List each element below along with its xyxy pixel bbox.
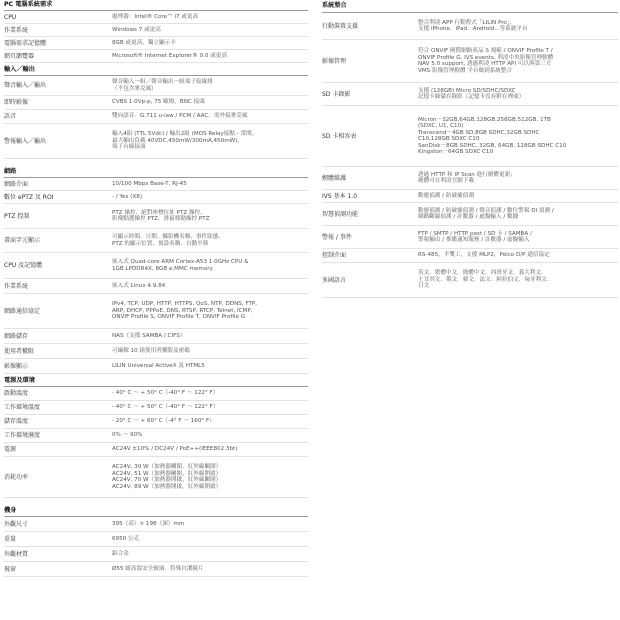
right-spec-column bbox=[322, 0, 618, 298]
spec-label: 聲音輸入／輸出 bbox=[4, 82, 47, 89]
spec-value: 英文．繁體中文．簡體中文．西班牙文．義大利文． 土耳其文．俄文．韓文．法文．阿拉伯文．匈牙利文． 日文 bbox=[418, 270, 553, 290]
spec-label: 畫面字元顯示 bbox=[4, 237, 41, 244]
spec-row bbox=[4, 253, 308, 279]
spec-value: - 20° C ～ + 60° C（-4° F ～ 160° F） bbox=[112, 418, 215, 425]
spec-row bbox=[4, 229, 308, 253]
spec-row bbox=[4, 457, 308, 498]
spec-row bbox=[4, 191, 308, 204]
spec-row bbox=[4, 401, 308, 415]
spec-row bbox=[4, 204, 308, 229]
spec-row bbox=[4, 415, 308, 429]
spec-label: PTZ 控制 bbox=[4, 212, 30, 220]
spec-value: 動態偵測 / 防破壞偵測 bbox=[418, 192, 474, 199]
spec-value: - / Yes (X8) bbox=[112, 193, 143, 200]
spec-label: SD 卡相容表 bbox=[322, 132, 357, 140]
spec-label: 網路儲存 bbox=[4, 332, 29, 340]
spec-row bbox=[4, 124, 308, 159]
spec-label: 電源 bbox=[4, 446, 17, 453]
spec-row bbox=[4, 359, 308, 374]
spec-value: 8GB 或更高，獨立顯示卡 bbox=[112, 39, 176, 46]
spec-label: 網頁瀏覽器 bbox=[4, 52, 35, 60]
spec-label: 作業系統 bbox=[4, 282, 29, 290]
spec-label: 工作環境溫度 bbox=[4, 404, 41, 411]
spec-row bbox=[322, 13, 618, 40]
spec-row bbox=[4, 294, 308, 329]
spec-value: 0% ～ 90% bbox=[112, 432, 143, 439]
spec-value: 395（高）× 198（深）mm bbox=[112, 520, 185, 527]
section-title: 系統整合 bbox=[322, 0, 618, 13]
spec-value: CVBS 1.0Vp-p, 75 歐姆，BNC 接頭 bbox=[112, 99, 205, 106]
spec-value: 動態偵測 / 防破壞偵測 / 聲音偵測 / 數位警報 DI 偵測 / 網路斷線偵測 / 計數器 / 虛擬輸入 / 數據 bbox=[418, 207, 554, 220]
spec-value: 可編輯 10 組使用者權限及密碼 bbox=[112, 347, 190, 354]
spec-label: 工作環境濕度 bbox=[4, 432, 41, 439]
spec-value: 聲音輸入一組／聲音輸出一組端子接線排 （不包含麥克風） bbox=[112, 79, 213, 92]
spec-label: CPU bbox=[4, 13, 17, 21]
spec-value: 鋁合金 bbox=[112, 550, 129, 557]
spec-value: Ø55 耐高溫安全玻璃．特殊自潔鏡片 bbox=[112, 565, 204, 572]
spec-label: 即時影像 bbox=[4, 99, 29, 106]
spec-label: 電腦需求記憶體 bbox=[4, 39, 47, 47]
spec-label: 行動裝置支援 bbox=[322, 22, 359, 30]
spec-row bbox=[322, 190, 618, 203]
spec-label: 儲存溫度 bbox=[4, 418, 29, 425]
spec-label: 網路介面 bbox=[4, 180, 29, 188]
spec-row bbox=[4, 532, 308, 547]
spec-value: FTP / SMTP / HTTP post / SD 卡 / SAMBA / 警報輸出 / 推播通知服務 / 計數器 / 虛擬輸入 bbox=[418, 230, 532, 243]
spec-row bbox=[4, 517, 308, 532]
spec-row bbox=[322, 40, 618, 83]
spec-label: 韌體維護 bbox=[322, 174, 347, 182]
spec-value: - 40° C ～ + 50° C（-40° F ～ 122° F） bbox=[112, 390, 219, 397]
spec-value: 符合 ONVIF 國際網路產品 S 規範 / ONVIF Profile T / ONVIF Profile G, IVS events, 利凌中央影像管理軟體 NAV 5.0 support, 透過利凌 HTTP API 可以與第三方 VMS 影像管理軟體 平台做到系統整合 bbox=[418, 48, 554, 74]
spec-row bbox=[4, 547, 308, 562]
spec-label: 消耗功率 bbox=[4, 473, 29, 481]
section-title: PC 電腦系統需求 bbox=[4, 0, 308, 11]
spec-label: 網路通信協定 bbox=[4, 307, 41, 315]
spec-label: 外觀尺寸 bbox=[4, 520, 29, 528]
spec-value: AC24V ±10% / DC24V / PoE++(IEEE802.3bt) bbox=[112, 446, 238, 453]
spec-row bbox=[4, 279, 308, 294]
spec-value: 雙向語音．G.711 u-law / PCM / AAC．需外接麥克風 bbox=[112, 113, 248, 120]
spec-value: 處理器：Intel® Core™ i7 或更高 bbox=[112, 13, 199, 20]
spec-label: 警報輸入／輸出 bbox=[4, 137, 47, 145]
left-spec-column bbox=[4, 0, 308, 577]
spec-row bbox=[4, 11, 308, 24]
spec-label: 數位 ePTZ 及 ROI bbox=[4, 193, 54, 201]
spec-row bbox=[4, 24, 308, 37]
spec-label: SD 卡錄影 bbox=[322, 90, 351, 98]
spec-label: CPU 及記憶體 bbox=[4, 262, 43, 269]
spec-value: 整合利凌 APP 行動程式「LILIN Pro」， 支援 iPhone．iPad．Android...等系統平台 bbox=[418, 19, 528, 32]
spec-label: 智慧偵測功能 bbox=[322, 210, 359, 218]
spec-row bbox=[4, 178, 308, 191]
spec-value: AC24V, 30 W（加熱器關閉，紅外線關閉） AC24V, 51 W（加熱器關閉，紅外線開啟） AC24V, 70 W（加熱器開啟，紅外線關閉） AC24V, 89 W（加熱器開啟，紅外線開啟） bbox=[112, 464, 222, 490]
spec-row bbox=[322, 106, 618, 167]
spec-row bbox=[4, 76, 308, 96]
spec-label: 作業系統 bbox=[4, 26, 29, 34]
spec-row bbox=[4, 96, 308, 110]
section-spacer bbox=[4, 498, 308, 506]
spec-row bbox=[4, 429, 308, 443]
spec-value: 支援 (128GB) Micro SD/SDHC/SDXC 記憶卡錄儲存錄影（記憶卡沒有附在裡面） bbox=[418, 87, 525, 100]
spec-row bbox=[4, 37, 308, 50]
spec-value: - 40° C ～ + 50° C（-40° F ～ 122° F） bbox=[112, 404, 219, 411]
spec-label: 控制介面 bbox=[322, 252, 347, 259]
spec-value: 輸入4組 (TTL 5Vdc) / 輸出2組 (MOS Relay接點 - 常開， 最大輸出負載 40VDC,450mW/300mA,450mW)， 端子台線接頭 bbox=[112, 131, 258, 151]
spec-row bbox=[322, 167, 618, 190]
spec-value: 10/100 Mbps Base-T, RJ-45 bbox=[112, 180, 187, 187]
spec-row bbox=[4, 562, 308, 577]
spec-value: 透過 HTTP 和 IP Scan 進行韌體更新； 韌體可在利凌官網下載 bbox=[418, 171, 516, 184]
spec-value: 可顯示時間、日期、攝影機名稱、事件狀態、 PTZ 的顯示位置、預設名稱、自動平移 bbox=[112, 234, 224, 247]
section-title: 機身 bbox=[4, 506, 308, 517]
spec-row bbox=[4, 387, 308, 401]
spec-row bbox=[322, 226, 618, 249]
spec-value: LILIN Universal ActiveX 及 HTML5 bbox=[112, 362, 205, 369]
spec-value: RS-485，半雙工，支援 MLP2，Pelco D/P 通信協定 bbox=[418, 252, 550, 259]
spec-value: 嵌入式 Quad-core ARM Cortex-A53 1.0GHz CPU & 1GB LPDDR4X, 8GB e.MMC memory bbox=[112, 259, 249, 272]
spec-row bbox=[4, 329, 308, 344]
section-title: 輸入／輸出 bbox=[4, 65, 308, 76]
spec-value: NAS（支援 SAMBA / CIFS） bbox=[112, 332, 186, 339]
spec-row bbox=[4, 443, 308, 457]
section-title: 電源及環境 bbox=[4, 376, 308, 387]
spec-label: 外觀材質 bbox=[4, 550, 29, 558]
spec-value: Microsoft® Internet Explorer® 9.0 或更高 bbox=[112, 52, 227, 59]
spec-label: 多國語言 bbox=[322, 276, 347, 284]
section-title: 網路 bbox=[4, 167, 308, 178]
spec-label: 使用者權限 bbox=[4, 347, 35, 355]
spec-value: Windows 7 或更高 bbox=[112, 26, 161, 33]
spec-value: 嵌入式 Linux 4.9.84 bbox=[112, 282, 166, 289]
spec-row bbox=[4, 50, 308, 63]
spec-label: 重量 bbox=[4, 535, 17, 543]
section-spacer bbox=[4, 159, 308, 167]
spec-value: PTZ 操控、絕對座標位址 PTZ 操控、 影像點選操控 PTZ、滑鼠移動操控 PTZ bbox=[112, 209, 210, 222]
spec-label: 視窗 bbox=[4, 565, 17, 573]
spec-row bbox=[4, 110, 308, 124]
spec-row bbox=[322, 83, 618, 106]
spec-value: Micron－32GB,64GB,128GB,256GB,512GB, 1TB (SDXC, U1, C10) Transcend－4GB SD,8GB SDHC,32GB SDHC C10,128GB SDXC C10 SanDisk－8GB SDHC, 32GB, 64GB, 128GB SDHC C10 Kingston－64GB SDXC C10 bbox=[418, 116, 567, 155]
spec-row bbox=[322, 263, 618, 298]
spec-label: 影像顯示 bbox=[4, 362, 29, 370]
spec-label: 啟動溫度 bbox=[4, 390, 29, 397]
spec-value: 6950 公克 bbox=[112, 535, 140, 542]
spec-label: 語音 bbox=[4, 113, 17, 120]
spec-label: IVS 基本 1.0 bbox=[322, 192, 358, 200]
spec-row bbox=[322, 203, 618, 226]
spec-label: 警報 / 事件 bbox=[322, 233, 352, 241]
spec-value: IPv4, TCP, UDP, HTTP, HTTPS, QoS, NTP, DDNS, FTP, ARP, DHCP, PPPoE, DNS, RTSP, RTCP, Telnet, ICMP, ONVIF Profile S, ONVIF Profile T, ONVIF Profile G bbox=[112, 301, 258, 321]
spec-row bbox=[4, 344, 308, 359]
spec-row bbox=[322, 249, 618, 263]
spec-label: 影像管理 bbox=[322, 57, 347, 65]
